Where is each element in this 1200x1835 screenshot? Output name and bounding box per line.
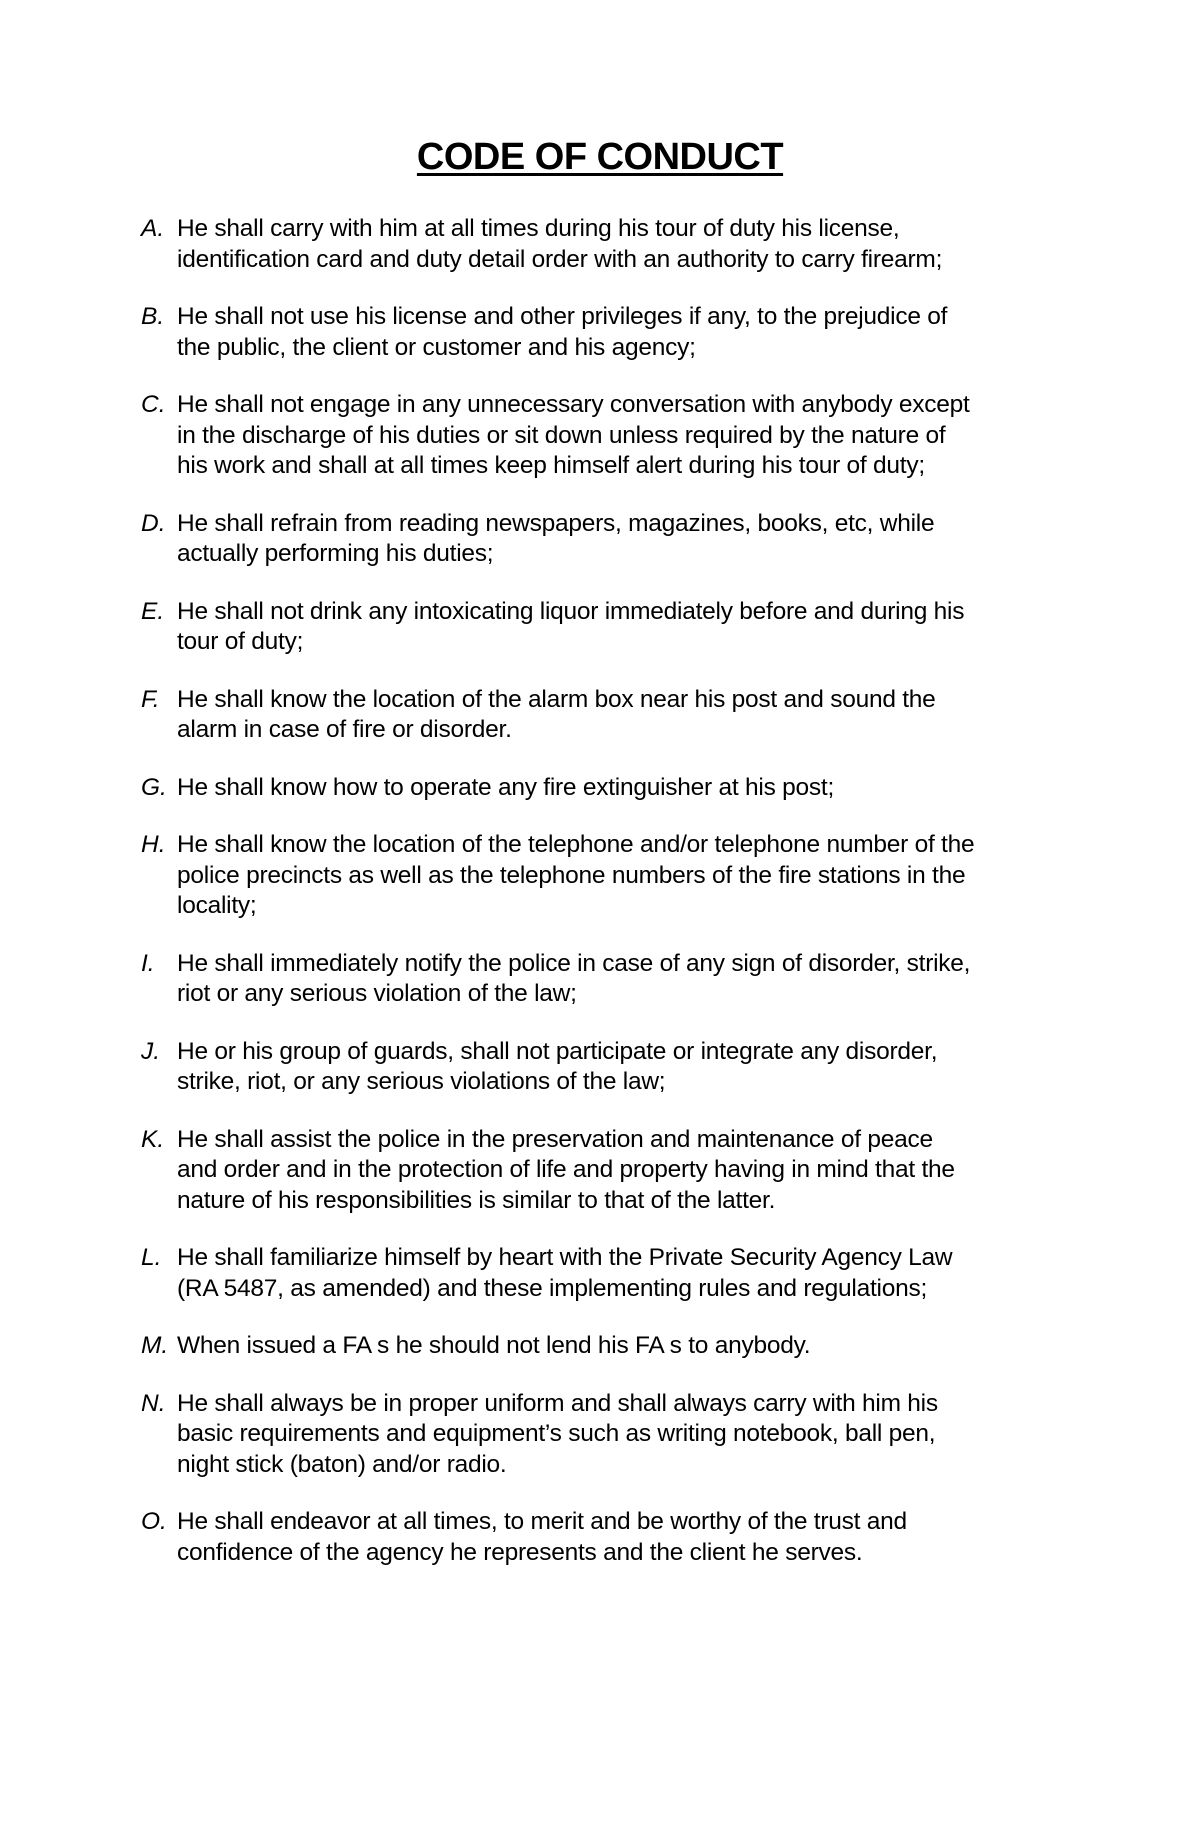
list-item [141, 685, 1101, 746]
item-letter: D. [141, 509, 166, 537]
list-item [141, 509, 1101, 570]
item-text: He shall refrain from reading newspapers, magazines, books, etc, while actually performing his duties; [177, 509, 935, 567]
list-item [141, 1125, 1101, 1217]
item-text: He shall always be in proper uniform and shall always carry with him his basic requirements and equipment’s such as writing notebook, ball pen, night stick (baton) and/or radio. [177, 1389, 938, 1478]
list-item [141, 773, 1101, 804]
item-letter: B. [141, 303, 165, 330]
item-text: He shall assist the police in the preservation and maintenance of peace and order and in the protection of life and property having in mind that the nature of his responsibilities is similar to that of the latter. [177, 1125, 955, 1214]
list-item [141, 830, 1101, 922]
item-text: He or his group of guards, shall not participate or integrate any disorder, strike, riot, or any serious violations of the law; [177, 1037, 938, 1095]
item-letter: J. [141, 1037, 161, 1065]
item-letter: L. [141, 1244, 162, 1271]
item-text: He shall not engage in any unnecessary conversation with anybody except in the discharge of his duties or sit down unless required by the nature of his work and shall at all times keep himself alert during his tour of duty; [177, 391, 970, 479]
page-title: CODE OF CONDUCT [416, 136, 784, 178]
list-item [141, 949, 1101, 1010]
item-letter: F. [141, 685, 160, 713]
list-item [141, 1389, 1101, 1481]
item-text: He shall not drink any intoxicating liquor immediately before and during his tour of duty; [177, 597, 965, 655]
list-item [141, 1331, 1101, 1362]
item-text: He shall familiarize himself by heart with the Private Security Agency Law (RA 5487, as amended) and these implementing rules and regulations; [177, 1244, 953, 1302]
item-letter: H. [141, 831, 166, 858]
list-item [141, 390, 1101, 482]
item-text: He shall know the location of the alarm box near his post and sound the alarm in case of fire or disorder. [177, 685, 936, 743]
list-item [141, 1243, 1101, 1304]
list-item [141, 214, 1101, 275]
item-letter: G. [141, 773, 167, 801]
item-text: He shall carry with him at all times during his tour of duty his license, identification card and duty detail order with an authority to carry firearm; [177, 215, 943, 273]
item-text: He shall immediately notify the police in case of any sign of disorder, strike, riot or any serious violation of the law; [177, 949, 971, 1007]
item-text: He shall know the location of the telephone and/or telephone number of the police precincts as well as the telephone numbers of the fire stations in the locality; [177, 831, 975, 919]
item-text: He shall know how to operate any fire extinguisher at his post; [177, 773, 835, 801]
item-letter: E. [141, 597, 165, 625]
list-item [141, 302, 1101, 363]
item-text: He shall not use his license and other privileges if any, to the prejudice of the public, the client or customer and his agency; [177, 303, 948, 361]
list-item [141, 1037, 1101, 1098]
item-letter: O. [141, 1508, 167, 1535]
item-letter: K. [141, 1125, 165, 1153]
item-text: When issued a FA s he should not lend his FA s to anybody. [177, 1332, 811, 1359]
item-letter: I. [141, 949, 155, 977]
item-letter: A. [141, 215, 165, 242]
item-text: He shall endeavor at all times, to merit and be worthy of the trust and confidence of the agency he represents and the client he serves. [177, 1508, 907, 1566]
item-letter: M. [141, 1332, 169, 1359]
conduct-list [141, 214, 1101, 1595]
list-item [141, 1507, 1101, 1568]
item-letter: N. [141, 1389, 166, 1417]
list-item [141, 597, 1101, 658]
item-letter: C. [141, 391, 166, 418]
